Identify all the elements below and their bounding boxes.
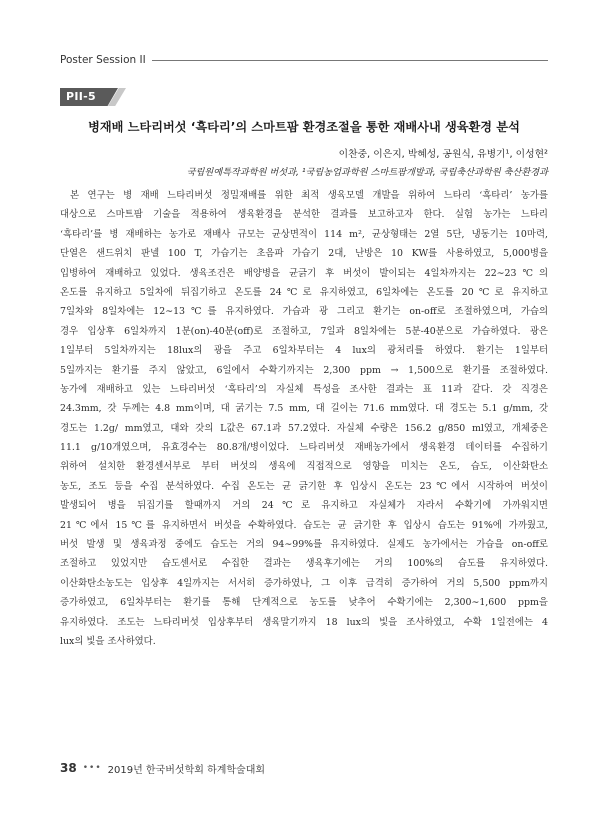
body-line: 증가하였고, 6일차부터는 환기를 통해 단계적으로 농도를 낮추어 수확기에는 2,300∼1,600 ppm을 <box>60 597 548 609</box>
abstract-body <box>60 186 548 651</box>
affiliations: 국립원예특작과학원 버섯과, ¹국립농업과학원 스마트팜개발과, 국립축산과학원 축산환경과 <box>186 167 548 178</box>
author-list: 이찬중, 이은지, 박혜성, 공원식, 유병기¹, 이성현² <box>338 149 548 160</box>
body-line: 위하여 설치한 환경센서부로 부터 버섯의 생육에 직접적으로 영향을 미치는 온도, 습도, 이산화탄소 <box>60 461 548 473</box>
body-line: 본 연구는 병 재배 느타리버섯 정밀재배를 위한 최적 생육모델 개발을 위하여 느타리 ‘흑타리’ 농가를 <box>70 190 548 201</box>
body-line: 1일부터 5일차까지는 18lux의 광을 주고 6일차부터는 4 lux의 광처리를 하였다. 환기는 1일부터 <box>60 345 548 357</box>
body-line: 유지하였다. 조도는 느타리버섯 입상후부터 생육말기까지 18 lux의 빛을 조사하였고, 수확 1일전에는 4 <box>60 616 548 628</box>
body-line: 경우 입상후 6일차까지 1분(on)-40분(off)로 조절하고, 7일과 8일차에는 5분-40분으로 가습하였다. 광은 <box>60 325 548 337</box>
body-line: 농도, 조도 등을 수집 분석하였다. 수집 온도는 균 긁기한 후 입상시 온도는 23℃에서 시작하여 버섯이 <box>60 480 548 492</box>
page-footer <box>60 760 265 776</box>
body-line: 24.3mm, 갓 두께는 4.8 mm이며, 대 굵기는 7.5 mm, 대 길이는 71.6 mm였다. 대 경도는 5.1 g/mm, 갓 <box>60 403 548 415</box>
header-rule <box>152 60 548 61</box>
body-line: ‘흑타리’를 병 재배하는 농가로 재배사 규모는 균상면적이 114 m², 균상형태는 2열 5단, 냉동기는 10마력, <box>60 228 548 240</box>
body-line: 조절하고 있었지만 습도센서로 수집한 결과는 생육후기에는 거의 100%의 습도를 유지하였다. <box>60 558 548 570</box>
body-line: 버섯 발생 및 생육과정 중에도 습도는 거의 94∼99%를 유지하였다. 실제도 농가에서는 가습을 on-off로 <box>60 539 548 551</box>
body-line: 11.1 g/10개였으며, 유효경수는 80.8개/병이었다. 느타리버섯 재배농가에서 생육환경 데이터를 수집하기 <box>60 442 548 454</box>
running-header <box>60 50 548 70</box>
body-line: lux의 빛을 조사하였다. <box>60 635 156 647</box>
body-line: 21℃에서 15℃를 유지하면서 버섯을 수확하였다. 습도는 균 긁기한 후 입상시 습도는 91%에 가까웠고, <box>60 519 548 531</box>
body-line: 대상으로 스마트팜 기술을 적용하여 생육환경을 분석한 결과를 보고하고자 한다. 실험 농가는 느타리 <box>60 209 548 221</box>
conference-name: 2019년 한국버섯학회 하계학술대회 <box>107 764 266 776</box>
body-line: 입병하여 재배하고 있었다. 생육조건은 배양병을 균긁기 후 버섯이 발이되는 4일차까지는 22∼23℃의 <box>60 267 548 279</box>
body-line: 온도를 유지하고 5일차에 뒤집기하고 온도를 24℃로 유지하였고, 6일차에는 온도를 20℃로 유지하고 <box>60 286 548 298</box>
page-number: 38 <box>60 761 77 775</box>
poster-id-tag <box>60 88 128 106</box>
footer-dots: ••• <box>82 763 102 773</box>
body-line: 농가에 재배하고 있는 느타리버섯 ‘흑타리’의 자실체 특성을 조사한 결과는 표 11과 같다. 갓 직경은 <box>60 383 548 395</box>
body-line: 발생되어 병을 뒤집기를 할때까지 거의 24℃로 유지하고 자실체가 자라서 수확기에 가까워지면 <box>60 500 548 512</box>
body-line: 단열은 샌드위치 판넬 100 T, 가습기는 초음파 가습기 2대, 난방은 10 KW를 사용하였고, 5,000병을 <box>60 248 548 260</box>
body-line: 5일까지는 환기를 주지 않았고, 6일에서 수확기까지는 2,300 ppm → 1,500으로 환기를 조절하였다. <box>60 364 548 376</box>
section-label: Poster Session II <box>60 54 146 66</box>
body-line: 경도는 1.2g/ mm였고, 대와 갓의 L값은 67.1과 57.2였다. 자실체 수량은 156.2 g/850 ml였고, 개체중은 <box>60 422 548 434</box>
body-line: 이산화탄소농도는 입상후 4일까지는 서서히 증가하였나, 그 이후 급격히 증가하여 거의 5,500 ppm까지 <box>60 577 548 589</box>
poster-id: PII-5 <box>66 90 96 103</box>
paper-title: 병재배 느타리버섯 ‘흑타리’의 스마트팜 환경조절을 통한 재배사내 생육환경 분석 <box>88 120 520 134</box>
body-line: 7일차와 8일차에는 12∼13℃를 유지하였다. 가습과 광 그리고 환기는 on-off로 조절하였으며, 가습의 <box>60 306 548 318</box>
